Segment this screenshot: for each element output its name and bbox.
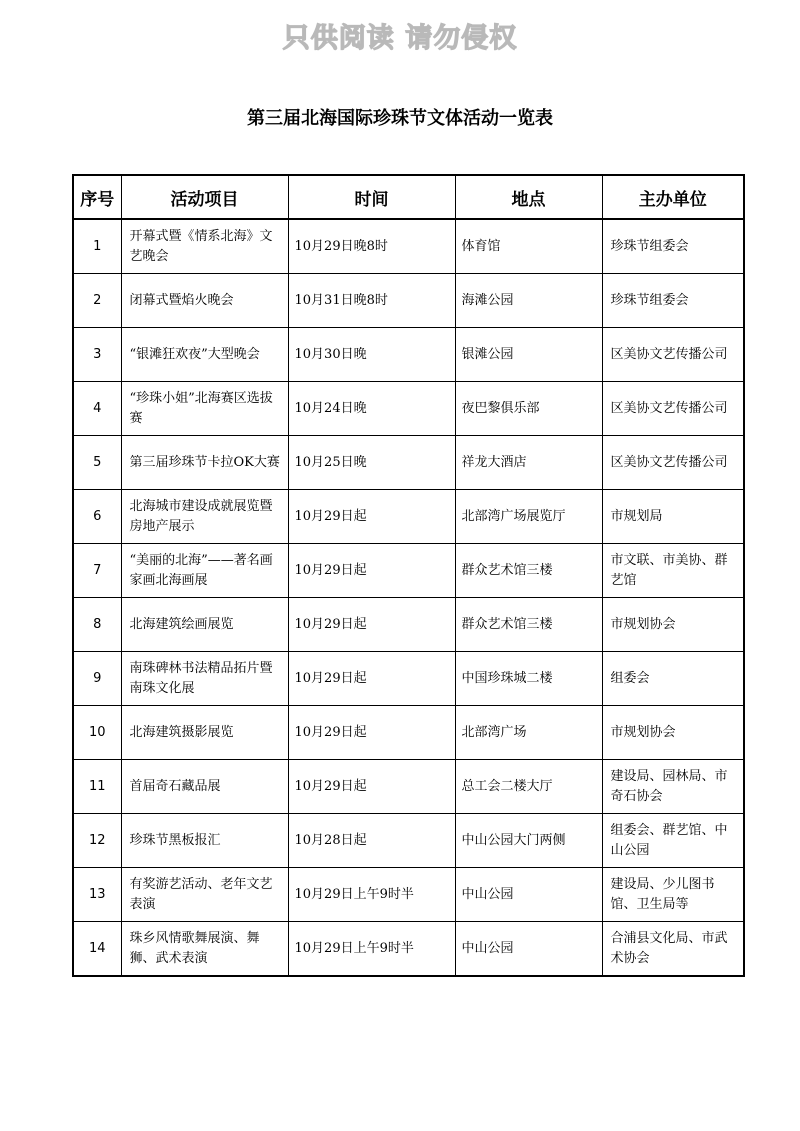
cell-activity: “珍珠小姐”北海赛区选拔赛 (121, 382, 288, 436)
cell-time: 10月29日上午9时半 (288, 868, 455, 922)
cell-activity: 北海建筑绘画展览 (121, 598, 288, 652)
table-row (73, 382, 744, 436)
cell-location: 中山公园 (455, 868, 602, 922)
cell-location: 银滩公园 (455, 328, 602, 382)
cell-organizer: 市规划协会 (602, 706, 744, 760)
document-title: 第三届北海国际珍珠节文体活动一览表 (247, 108, 553, 129)
events-table (72, 174, 745, 977)
cell-index: 5 (73, 436, 121, 490)
cell-organizer: 珍珠节组委会 (602, 219, 744, 274)
header-time: 时间 (288, 175, 455, 219)
cell-time: 10月29日起 (288, 598, 455, 652)
cell-organizer: 建设局、园林局、市奇石协会 (602, 760, 744, 814)
cell-time: 10月30日晚 (288, 328, 455, 382)
cell-location: 北部湾广场展览厅 (455, 490, 602, 544)
header-organizer: 主办单位 (602, 175, 744, 219)
table-row (73, 490, 744, 544)
cell-organizer: 市规划协会 (602, 598, 744, 652)
cell-activity: 北海建筑摄影展览 (121, 706, 288, 760)
cell-index: 13 (73, 868, 121, 922)
cell-activity: 北海城市建设成就展览暨房地产展示 (121, 490, 288, 544)
cell-index: 6 (73, 490, 121, 544)
cell-activity: 珍珠节黑板报汇 (121, 814, 288, 868)
cell-time: 10月29日起 (288, 490, 455, 544)
cell-index: 7 (73, 544, 121, 598)
cell-organizer: 合浦县文化局、市武术协会 (602, 922, 744, 977)
cell-activity: 开幕式暨《情系北海》文艺晚会 (121, 219, 288, 274)
table-row (73, 760, 744, 814)
cell-index: 12 (73, 814, 121, 868)
cell-location: 中国珍珠城二楼 (455, 652, 602, 706)
cell-time: 10月29日起 (288, 706, 455, 760)
cell-activity: 第三届珍珠节卡拉OK大赛 (121, 436, 288, 490)
header-index: 序号 (73, 175, 121, 219)
cell-organizer: 组委会 (602, 652, 744, 706)
cell-index: 11 (73, 760, 121, 814)
cell-index: 2 (73, 274, 121, 328)
table-row (73, 598, 744, 652)
cell-location: 总工会二楼大厅 (455, 760, 602, 814)
cell-time: 10月29日上午9时半 (288, 922, 455, 977)
cell-time: 10月29日起 (288, 544, 455, 598)
cell-index: 9 (73, 652, 121, 706)
table-row (73, 328, 744, 382)
cell-organizer: 区美协文艺传播公司 (602, 328, 744, 382)
header-location: 地点 (455, 175, 602, 219)
table-row (73, 868, 744, 922)
table-row (73, 706, 744, 760)
cell-index: 4 (73, 382, 121, 436)
cell-activity: 闭幕式暨焰火晚会 (121, 274, 288, 328)
cell-time: 10月29日起 (288, 652, 455, 706)
cell-location: 北部湾广场 (455, 706, 602, 760)
cell-organizer: 珍珠节组委会 (602, 274, 744, 328)
table-body (73, 219, 744, 976)
cell-index: 10 (73, 706, 121, 760)
cell-location: 中山公园大门两侧 (455, 814, 602, 868)
table-row (73, 814, 744, 868)
watermark-text: 只供阅读 请勿侵权 (282, 23, 518, 54)
cell-organizer: 建设局、少儿图书馆、卫生局等 (602, 868, 744, 922)
cell-location: 夜巴黎俱乐部 (455, 382, 602, 436)
cell-index: 3 (73, 328, 121, 382)
cell-organizer: 市文联、市美协、群艺馆 (602, 544, 744, 598)
cell-location: 中山公园 (455, 922, 602, 977)
cell-time: 10月29日起 (288, 760, 455, 814)
cell-index: 14 (73, 922, 121, 977)
table-header-row (73, 175, 744, 219)
cell-location: 海滩公园 (455, 274, 602, 328)
cell-activity: 首届奇石藏品展 (121, 760, 288, 814)
table-row (73, 652, 744, 706)
cell-index: 8 (73, 598, 121, 652)
cell-time: 10月31日晚8时 (288, 274, 455, 328)
cell-location: 祥龙大酒店 (455, 436, 602, 490)
table-row (73, 219, 744, 274)
cell-time: 10月24日晚 (288, 382, 455, 436)
cell-organizer: 区美协文艺传播公司 (602, 382, 744, 436)
cell-location: 群众艺术馆三楼 (455, 598, 602, 652)
cell-index: 1 (73, 219, 121, 274)
header-activity: 活动项目 (121, 175, 288, 219)
table-row (73, 922, 744, 977)
cell-location: 体育馆 (455, 219, 602, 274)
table-row (73, 274, 744, 328)
cell-activity: 南珠碑林书法精品拓片暨南珠文化展 (121, 652, 288, 706)
cell-activity: 珠乡风情歌舞展演、舞狮、武术表演 (121, 922, 288, 977)
cell-activity: 有奖游艺活动、老年文艺表演 (121, 868, 288, 922)
cell-activity: “美丽的北海”——著名画家画北海画展 (121, 544, 288, 598)
cell-time: 10月25日晚 (288, 436, 455, 490)
table-row (73, 544, 744, 598)
cell-organizer: 组委会、群艺馆、中山公园 (602, 814, 744, 868)
cell-organizer: 市规划局 (602, 490, 744, 544)
cell-time: 10月29日晚8时 (288, 219, 455, 274)
cell-organizer: 区美协文艺传播公司 (602, 436, 744, 490)
table-row (73, 436, 744, 490)
cell-time: 10月28日起 (288, 814, 455, 868)
cell-location: 群众艺术馆三楼 (455, 544, 602, 598)
cell-activity: “银滩狂欢夜”大型晚会 (121, 328, 288, 382)
